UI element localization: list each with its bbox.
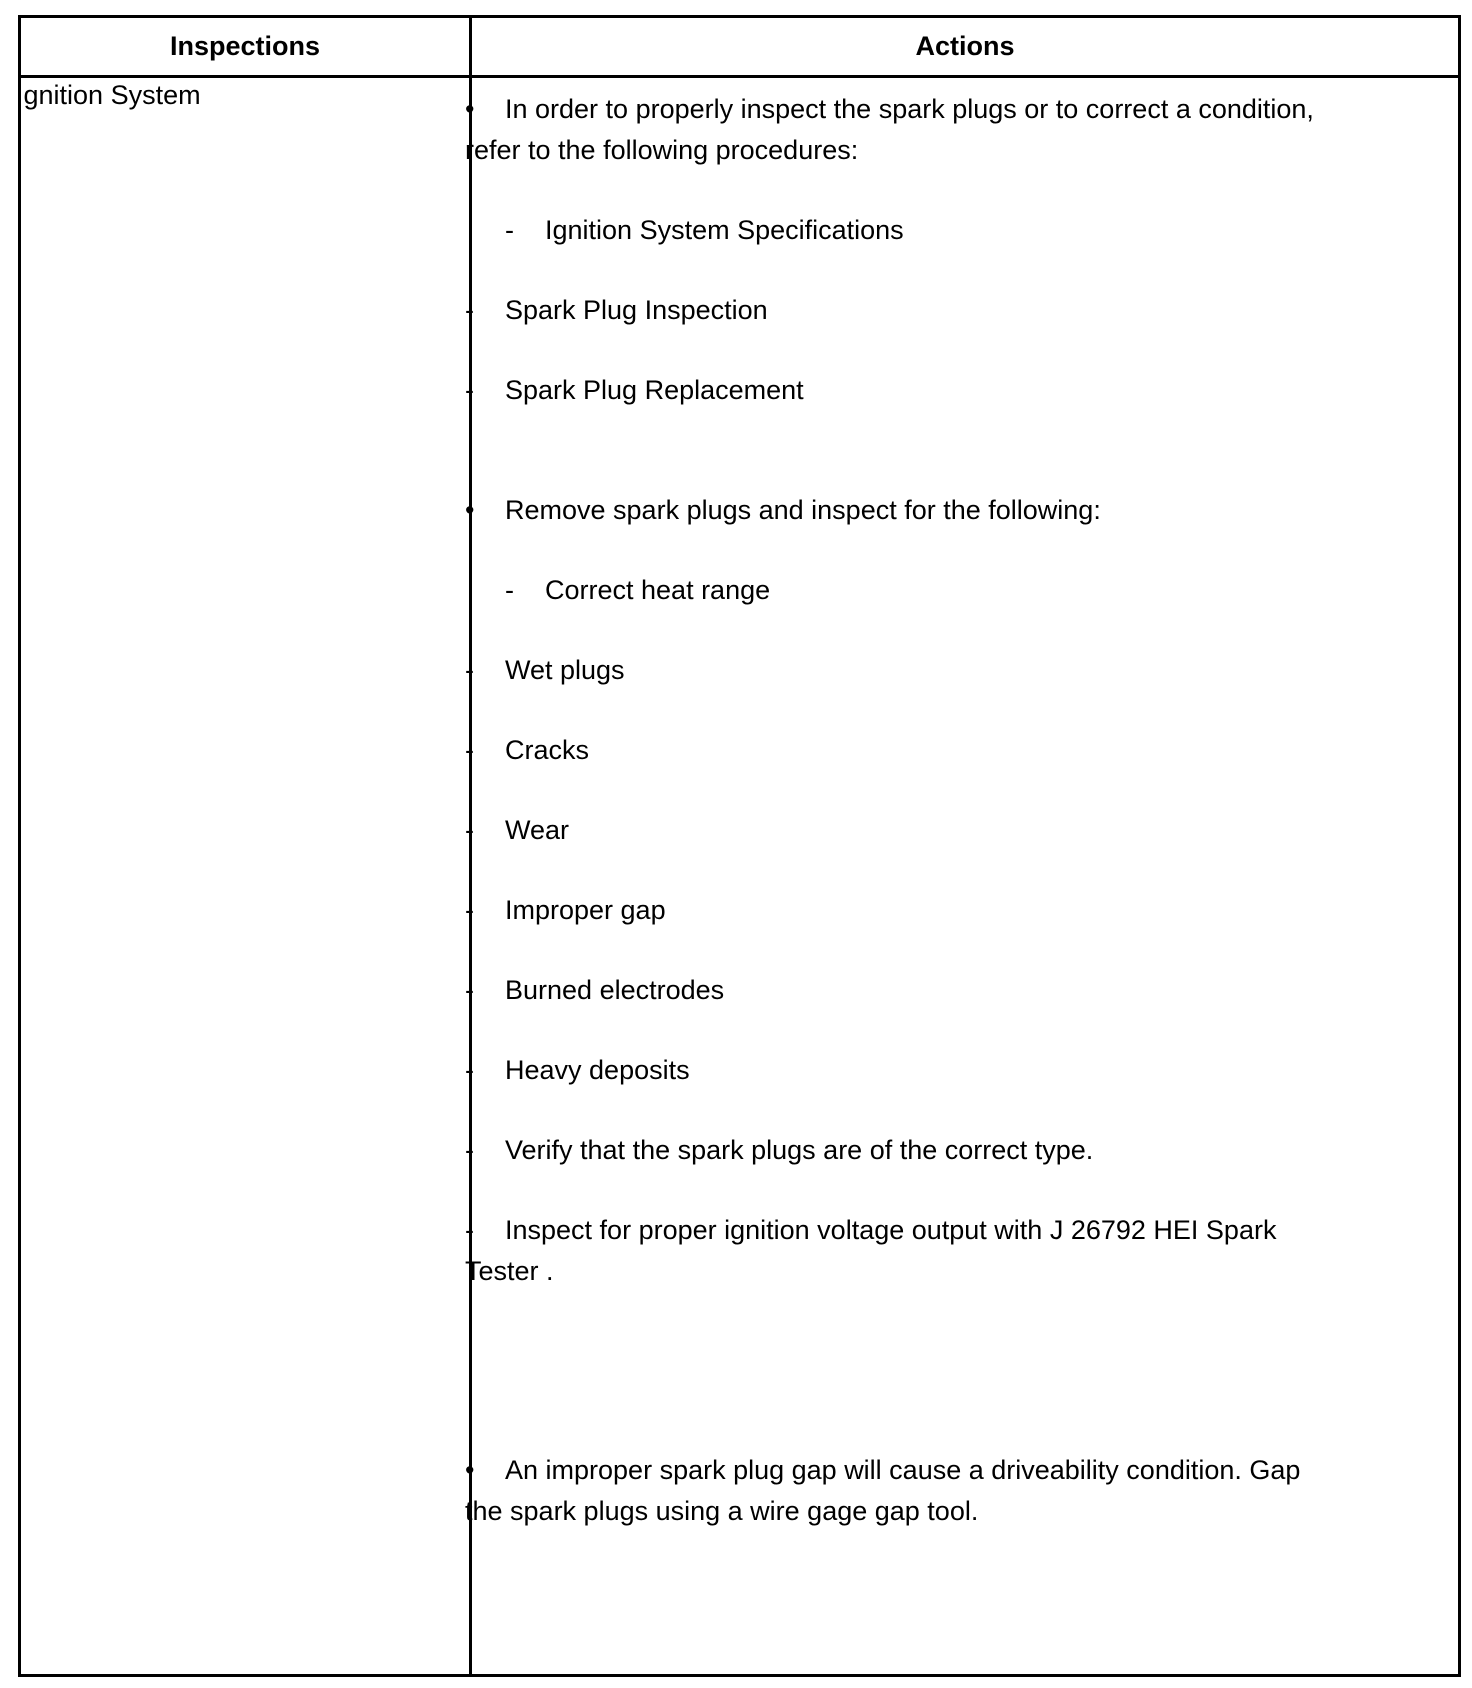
action-text: Cracks bbox=[505, 735, 590, 765]
action-bullet-1-line-2: refer to the following procedures: bbox=[465, 135, 859, 165]
action-bullet-3-line-2: the spark plugs using a wire gage gap tool. bbox=[465, 1496, 979, 1526]
dash-marker: - bbox=[465, 975, 474, 1005]
dash-marker: - bbox=[465, 895, 474, 925]
action-sub-12-line-2: Tester . bbox=[465, 1256, 554, 1286]
action-text: Spark Plug Inspection bbox=[505, 295, 768, 325]
action-sub-4 bbox=[505, 573, 770, 607]
action-text: Inspect for proper ignition voltage output with J 26792 HEI Spark bbox=[505, 1215, 1277, 1245]
action-text: Spark Plug Replacement bbox=[505, 375, 804, 405]
bullet-marker: • bbox=[465, 94, 475, 124]
action-bullet-2 bbox=[465, 493, 1101, 527]
action-text: Improper gap bbox=[505, 895, 666, 925]
action-text: An improper spark plug gap will cause a driveability condition. Gap bbox=[505, 1455, 1301, 1485]
action-sub-9 bbox=[465, 973, 724, 1007]
action-sub-12-line-1 bbox=[465, 1213, 1276, 1247]
action-text: Correct heat range bbox=[545, 575, 771, 605]
action-sub-7 bbox=[465, 813, 569, 847]
inspection-table bbox=[18, 15, 1461, 1677]
action-text: Burned electrodes bbox=[505, 975, 725, 1005]
action-text: Verify that the spark plugs are of the correct type. bbox=[505, 1135, 1094, 1165]
header-divider bbox=[21, 75, 1458, 78]
dash-marker: - bbox=[465, 655, 474, 685]
dash-marker: - bbox=[465, 735, 474, 765]
action-text: Remove spark plugs and inspect for the following: bbox=[505, 495, 1101, 525]
dash-marker: - bbox=[465, 1055, 474, 1085]
action-sub-1 bbox=[505, 213, 904, 247]
dash-marker: - bbox=[465, 1215, 474, 1245]
dash-marker: - bbox=[505, 215, 514, 245]
action-sub-8 bbox=[465, 893, 666, 927]
dash-marker: - bbox=[465, 295, 474, 325]
action-sub-10 bbox=[465, 1053, 690, 1087]
action-text: Wet plugs bbox=[505, 655, 625, 685]
dash-marker: - bbox=[505, 575, 514, 605]
inspection-ignition-system: Ignition System bbox=[16, 80, 201, 110]
dash-marker: - bbox=[465, 815, 474, 845]
action-sub-6 bbox=[465, 733, 589, 767]
action-sub-3 bbox=[465, 373, 804, 407]
dash-marker: - bbox=[465, 375, 474, 405]
action-sub-11 bbox=[465, 1133, 1093, 1167]
action-text: Wear bbox=[505, 815, 570, 845]
action-sub-5 bbox=[465, 653, 625, 687]
bullet-marker: • bbox=[465, 495, 475, 525]
header-inspections: Inspections bbox=[169, 31, 321, 61]
action-sub-2 bbox=[465, 293, 768, 327]
header-actions: Actions bbox=[915, 31, 1015, 61]
action-bullet-3-line-1 bbox=[465, 1453, 1300, 1487]
dash-marker: - bbox=[465, 1135, 474, 1165]
action-text: Ignition System Specifications bbox=[545, 215, 904, 245]
action-bullet-1-line-1 bbox=[465, 92, 1314, 126]
action-text: In order to properly inspect the spark plugs or to correct a condition, bbox=[505, 94, 1314, 124]
bullet-marker: • bbox=[465, 1455, 475, 1485]
action-text: Heavy deposits bbox=[505, 1055, 690, 1085]
